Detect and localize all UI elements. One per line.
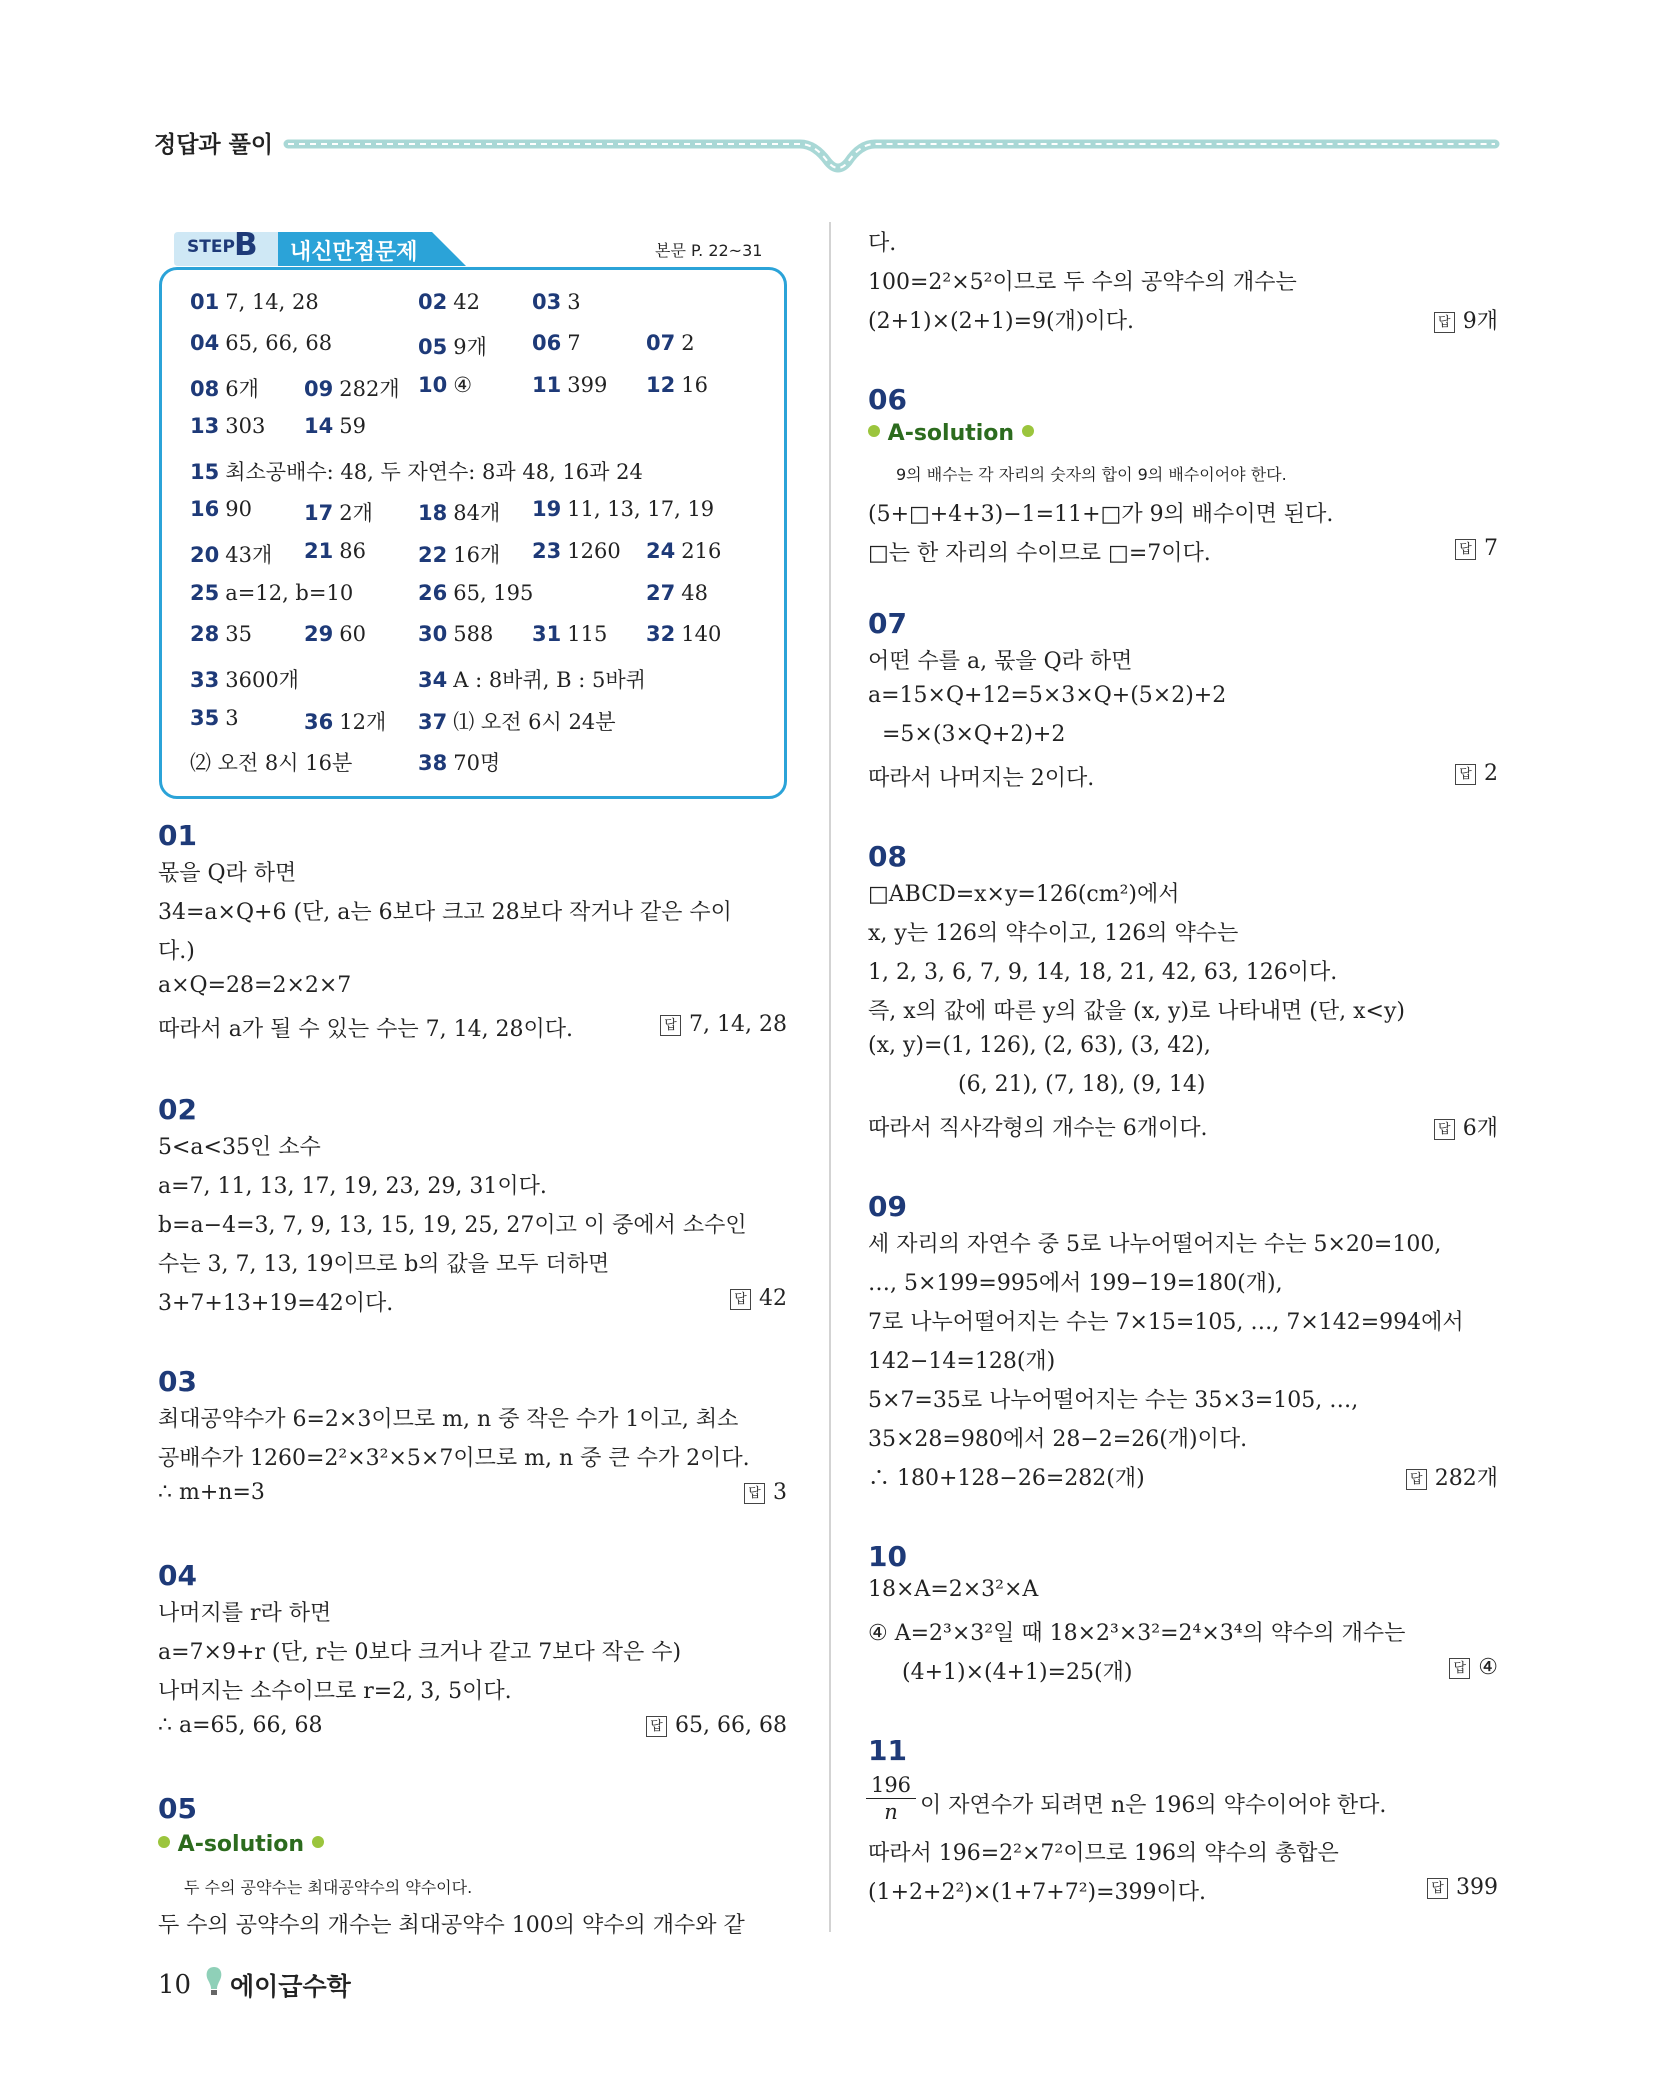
answer-item: 07 2 [646,331,695,355]
solution-line: 두 수의 공약수의 개수는 최대공약수 100의 약수의 개수와 같 [158,1913,745,1938]
solution-line: 1, 2, 3, 6, 7, 9, 14, 18, 21, 42, 63, 126이다. [868,960,1338,985]
solution-line: (2+1)×(2+1)=9(개)이다. [868,309,1134,334]
solution-line: 최대공약수가 6=2×3이므로 m, n 중 작은 수가 1이고, 최소 [158,1407,739,1432]
answer-icon: 답 [1434,1119,1455,1140]
answer-item: 11 399 [532,373,608,397]
solution-line: =5×(3×Q+2)+2 [882,722,1066,747]
solution-line: 5<a<35인 소수 [158,1135,321,1160]
solution-number: 11 [868,1734,907,1767]
answer-item: 09 282개 [304,377,400,401]
answer-icon: 답 [1434,312,1455,333]
solution-line: (1+2+2²)×(1+7+7²)=399이다. [868,1880,1207,1905]
answer-item: 33 3600개 [190,668,299,692]
solution-line: ∴ a=65, 66, 68 [158,1713,323,1738]
solution-line: (5+□+4+3)−1=11+□가 9의 배수이면 된다. [868,502,1334,527]
solution-number: 01 [158,819,197,852]
answer-item: 31 115 [532,622,608,646]
solution-number: 07 [868,607,907,640]
solution-line: b=a−4=3, 7, 9, 13, 15, 19, 25, 27이고 이 중에서 소수인 [158,1213,747,1238]
answer-item: 21 86 [304,539,366,563]
solution-line: 몫을 Q라 하면 [158,861,297,886]
answer-item: 15 최소공배수: 48, 두 자연수: 8과 48, 16과 24 [190,460,643,484]
solution-line: 공배수가 1260=2²×3²×5×7이므로 m, n 중 큰 수가 2이다. [158,1446,750,1471]
solution-line: 이 자연수가 되려면 n은 196의 약수이어야 한다. [920,1793,1387,1818]
answer-item: 34 A : 8바퀴, B : 5바퀴 [418,668,646,692]
solution-number: 03 [158,1365,197,1398]
solution-line: (x, y)=(1, 126), (2, 63), (3, 42), [868,1033,1211,1058]
answer-icon: 답 [730,1289,751,1310]
solution-line: 142−14=128(개) [868,1349,1056,1374]
answer-item: 25 a=12, b=10 [190,581,354,605]
solution-line: a×Q=28=2×2×7 [158,973,352,998]
solution-number: 05 [158,1792,197,1825]
section-title: 정답과 풀이 [154,132,274,158]
solution-line: a=15×Q+12=5×3×Q+(5×2)+2 [868,683,1227,708]
solution-number: 08 [868,840,907,873]
bullet-dot-icon [158,1836,170,1848]
answer-item: 26 65, 195 [418,581,534,605]
solution-line: 따라서 196=2²×7²이므로 196의 약수의 총합은 [868,1841,1339,1866]
solution-line: ∴ m+n=3 [158,1480,265,1505]
column-divider [829,222,831,1932]
answer-item: 18 84개 [418,501,501,525]
header-ribbon [0,0,1654,200]
answer-item: 04 65, 66, 68 [190,331,333,355]
answer-item: 23 1260 [532,539,621,563]
solution-line: 다. [868,231,897,256]
fraction-denominator: n [884,1800,898,1824]
answer-item: 27 48 [646,581,708,605]
step-label: STEP [187,237,235,257]
answer-item: 06 7 [532,331,581,355]
solution-number: 06 [868,383,907,416]
answer-mark: 답 ④ [1449,1655,1498,1680]
answer-icon: 답 [744,1483,765,1504]
solution-line: □ABCD=x×y=126(cm²)에서 [868,882,1180,907]
answer-icon: 답 [1427,1878,1448,1899]
fraction [866,1773,916,1824]
solution-line: 18×A=2×3²×A [868,1577,1039,1602]
answer-icon: 답 [1455,764,1476,785]
answer-item: 28 35 [190,622,252,646]
answer-item: ⑵ 오전 8시 16분 [190,751,353,775]
step-title: 내신만점문제 [290,240,418,265]
answer-item: 17 2개 [304,501,373,525]
solution-line: (6, 21), (7, 18), (9, 14) [958,1072,1206,1097]
brand-name: 에이급수학 [230,1972,351,2001]
answer-item: 24 216 [646,539,722,563]
answer-mark: 답 42 [730,1286,787,1311]
answer-mark: 답 3 [744,1480,787,1505]
solution-line: …, 5×199=995에서 199−19=180(개), [868,1271,1283,1296]
solution-line: 34=a×Q+6 (단, a는 6보다 크고 28보다 작거나 같은 수이 [158,900,732,925]
answer-item: 35 3 [190,706,239,730]
answer-item: 22 16개 [418,543,501,567]
solution-line: ④ A=2³×3²일 때 18×2³×3²=2⁴×3⁴의 약수의 개수는 [868,1621,1406,1646]
a-solution-label: A-solution [868,421,1034,446]
answer-item: 05 9개 [418,335,487,359]
answer-item: 19 11, 13, 17, 19 [532,497,715,521]
answer-item: 10 ④ [418,373,473,397]
solution-line: □는 한 자리의 수이므로 □=7이다. [868,541,1211,566]
fraction-numerator: 196 [870,1773,912,1797]
solution-line: 5×7=35로 나누어떨어지는 수는 35×3=105, …, [868,1388,1359,1413]
answer-item: 12 16 [646,373,708,397]
solution-line: 7로 나누어떨어지는 수는 7×15=105, …, 7×142=994에서 [868,1310,1464,1335]
answer-item: 02 42 [418,290,480,314]
solution-line: 따라서 나머지는 2이다. [868,766,1095,791]
solution-number: 10 [868,1540,907,1573]
solution-number: 02 [158,1093,197,1126]
answer-item: 08 6개 [190,377,259,401]
answer-icon: 답 [1406,1469,1427,1490]
bullet-dot-icon [312,1836,324,1848]
solution-line: 어떤 수를 a, 몫을 Q라 하면 [868,649,1133,674]
lightbulb-icon [204,1964,224,1998]
solution-line: 35×28=980에서 28−2=26(개)이다. [868,1427,1248,1452]
solution-line: a=7×9+r (단, r는 0보다 크거나 같고 7보다 작은 수) [158,1640,682,1665]
answer-item: 30 588 [418,622,494,646]
solution-line: 세 자리의 자연수 중 5로 나누어떨어지는 수는 5×20=100, [868,1232,1442,1257]
answer-item: 16 90 [190,497,252,521]
solution-note: 9의 배수는 각 자리의 숫자의 합이 9의 배수이어야 한다. [896,465,1287,484]
solution-line: (4+1)×(4+1)=25(개) [902,1660,1133,1685]
solution-line: 나머지를 r라 하면 [158,1601,332,1626]
a-solution-label: A-solution [158,1832,324,1857]
answer-mark: 답 9개 [1434,304,1498,335]
answer-item: 03 3 [532,290,581,314]
answer-item: 36 12개 [304,710,387,734]
answer-mark: 답 399 [1427,1875,1498,1900]
answer-item: 38 70명 [418,751,501,775]
solution-line: 나머지는 소수이므로 r=2, 3, 5이다. [158,1679,512,1704]
answer-mark: 답 7 [1455,536,1498,561]
solution-line: 다.) [158,939,195,964]
answer-mark: 답 282개 [1406,1461,1498,1492]
step-letter: B [234,227,258,263]
solution-line: 수는 3, 7, 13, 19이므로 b의 값을 모두 더하면 [158,1252,610,1277]
page-number: 10 [158,1970,192,2000]
answer-item: 01 7, 14, 28 [190,290,319,314]
answer-item: 29 60 [304,622,366,646]
solution-line: 즉, x의 값에 따른 y의 값을 (x, y)로 나타내면 (단, x<y) [868,999,1405,1024]
bullet-dot-icon [868,425,880,437]
solution-line: x, y는 126의 약수이고, 126의 약수는 [868,921,1239,946]
answer-item: 14 59 [304,414,366,438]
answer-icon: 답 [1449,1658,1470,1679]
answer-mark: 답 2 [1455,761,1498,786]
answer-item: 13 303 [190,414,266,438]
answer-mark: 답 65, 66, 68 [646,1713,787,1738]
answer-icon: 답 [646,1716,667,1737]
solution-note: 두 수의 공약수는 최대공약수의 약수이다. [184,1878,473,1897]
answer-icon: 답 [1455,539,1476,560]
solution-line: 100=2²×5²이므로 두 수의 공약수의 개수는 [868,270,1297,295]
answer-mark: 답 6개 [1434,1111,1498,1142]
solution-line: ∴ 180+128−26=282(개) [868,1466,1145,1491]
solution-line: a=7, 11, 13, 17, 19, 23, 29, 31이다. [158,1174,547,1199]
solution-line: 3+7+13+19=42이다. [158,1291,394,1316]
bullet-dot-icon [1022,425,1034,437]
solution-number: 09 [868,1190,907,1223]
solution-line: 따라서 직사각형의 개수는 6개이다. [868,1116,1208,1141]
answer-mark: 답 7, 14, 28 [660,1012,787,1037]
solution-number: 04 [158,1559,197,1592]
page-reference: 본문 P. 22~31 [655,241,763,260]
answer-item: 20 43개 [190,543,273,567]
answer-box [159,267,787,799]
answer-item: 32 140 [646,622,722,646]
answer-icon: 답 [660,1015,681,1036]
answer-item: 37 ⑴ 오전 6시 24분 [418,710,616,734]
solution-line: 따라서 a가 될 수 있는 수는 7, 14, 28이다. [158,1017,574,1042]
